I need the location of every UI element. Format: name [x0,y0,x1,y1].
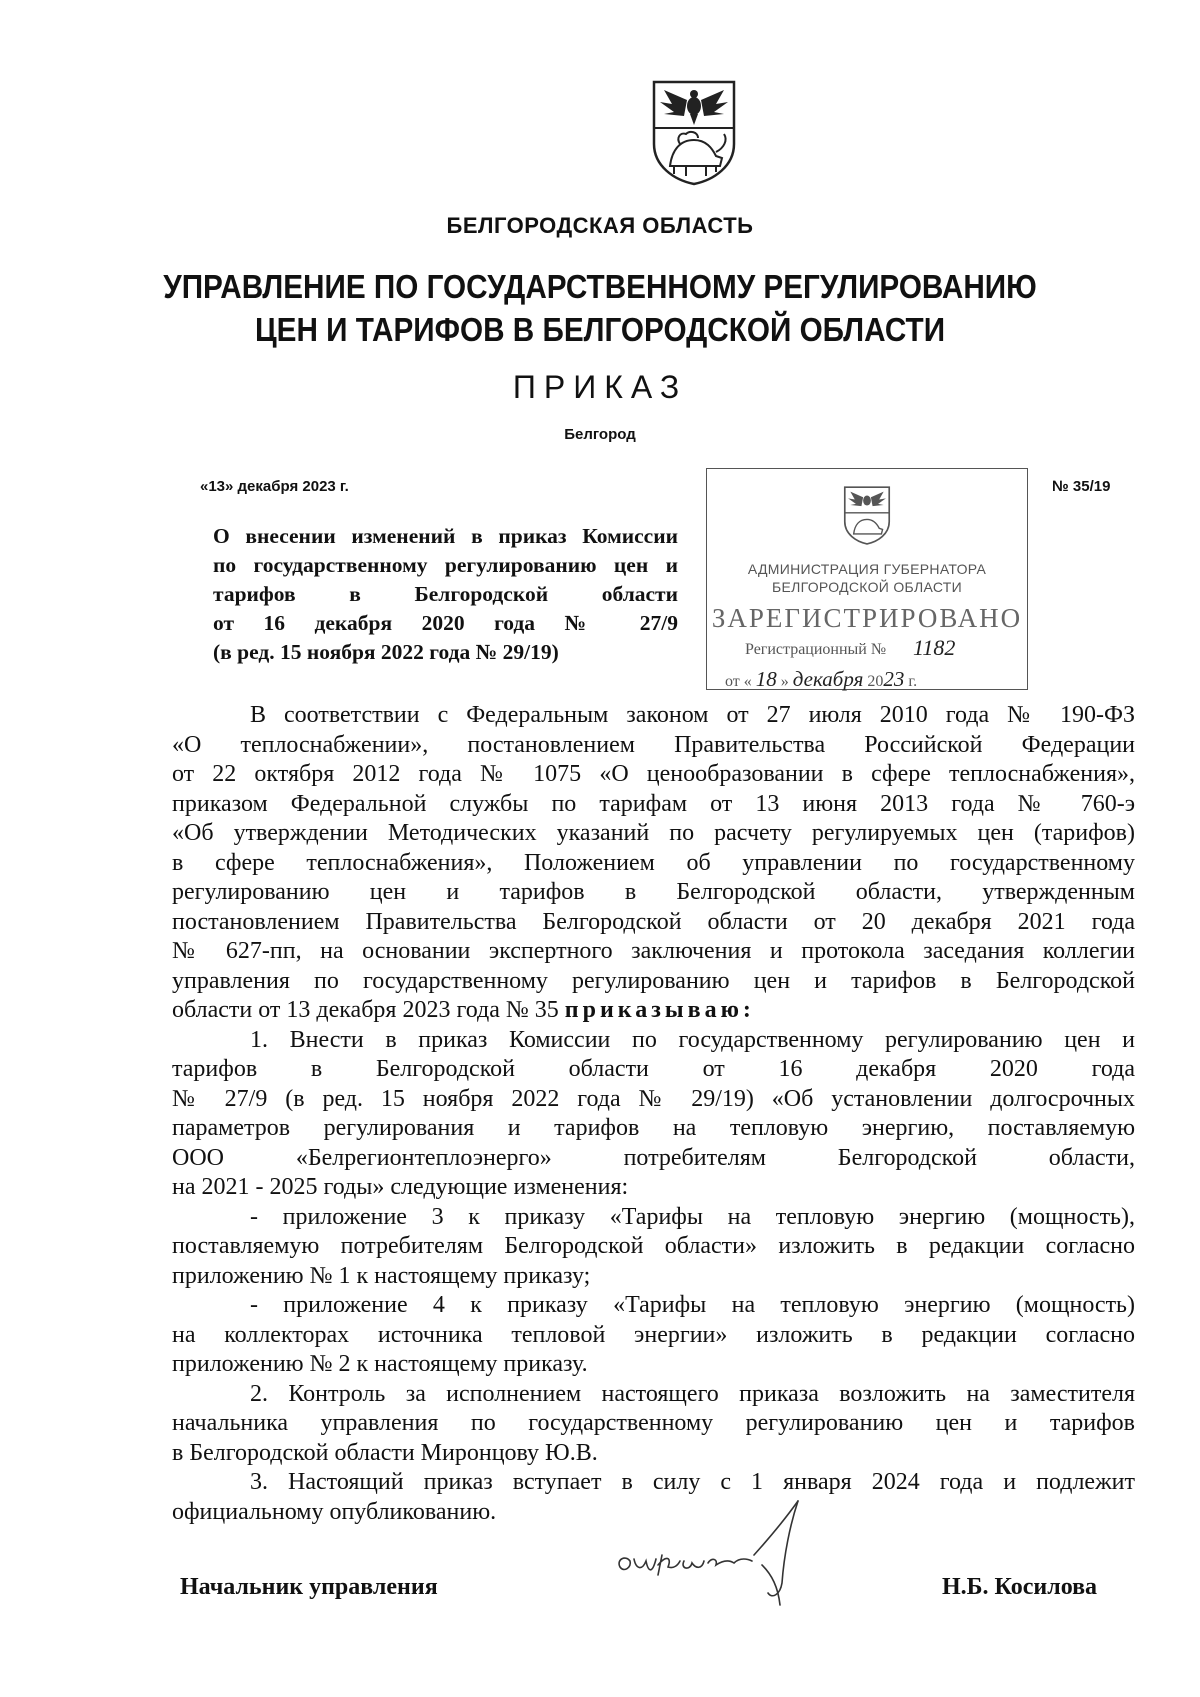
body-line: «Об утверждении Методических указаний по расчету регулируемых цен (тарифов) [172,820,1135,846]
body-line: постановлением Правительства Белгородской области от 20 декабря 2021 года [172,908,1135,935]
body-line: приложению № 1 к настоящему приказу; [172,1262,591,1289]
stamp-organization-line2: БЕЛГОРОДСКОЙ ОБЛАСТИ [772,579,962,595]
subject-line: по государственному регулированию цен и [213,553,678,577]
subject-line: от 16 декабря 2020 года № 27/9 [213,611,678,635]
body-line: № 627-пп, на основании экспертного заключения и протокола заседания коллегии [172,938,1135,964]
body-line: приказом Федеральной службы по тарифам от 13 июня 2013 года № 760-э [172,790,1135,817]
stamp-date-suffix: г. [908,673,918,690]
registration-stamp [706,468,1028,690]
stamp-status: ЗАРЕГИСТРИРОВАНО [711,603,1023,633]
body-line: от 22 октября 2012 года № 1075 «О ценообразовании в сфере теплоснабжения», [172,761,1135,787]
body-line: 1. Внести в приказ Комиссии по государственному регулированию цен и [250,1026,1135,1053]
subject-line: О внесении изменений в приказ Комиссии [213,524,678,548]
body-line [172,996,1135,1026]
subject-line: тарифов в Белгородской области [213,582,678,606]
city-name: Белгород [564,426,636,443]
stamp-reg-number-label: Регистрационный № [745,641,887,658]
body-line: управления по государственному регулированию цен и тарифов в Белгородской [172,967,1135,994]
body-line: тарифов в Белгородской области от 16 декабря 2020 года [172,1056,1135,1082]
body-line: официальному опубликованию. [172,1498,497,1525]
body-line: 2. Контроль за исполнением настоящего приказа возложить на заместителя [250,1380,1135,1407]
document-subject [213,522,678,667]
body-line: начальника управления по государственному регулированию цен и тарифов [172,1410,1135,1436]
stamp-date-month: декабря [792,667,864,691]
signatory-name: Н.Б. Косилова [942,1574,1098,1600]
body-line: В соответствии с Федеральным законом от 27 июля 2010 года № 190-ФЗ [250,702,1135,728]
order-word: приказываю: [564,997,755,1023]
body-line: 3. Настоящий приказ вступает в силу с 1 января 2024 года и подлежит [250,1469,1135,1495]
stamp-date [725,667,917,692]
body-line: № 27/9 (в ред. 15 ноября 2022 года № 29/19) «Об установлении долгосрочных [172,1085,1135,1112]
stamp-organization-line1: АДМИНИСТРАЦИЯ ГУБЕРНАТОРА [747,561,987,577]
body-line: в сфере теплоснабжения», Положением об управлении по государственному [172,849,1135,876]
body-line: «О теплоснабжении», постановлением Правительства Российской Федерации [172,731,1135,758]
body-line: поставляемую потребителям Белгородской области» изложить в редакции согласно [172,1233,1135,1259]
document-number: № 35/19 [1052,478,1111,495]
body-line-text: области от 13 декабря 2023 года № 35 [172,997,559,1023]
stamp-date-mid: » [780,673,789,690]
body-line: - приложение 3 к приказу «Тарифы на тепловую энергию (мощность), [250,1203,1135,1230]
body-line: параметров регулирования и тарифов на тепловую энергию, поставляемую [172,1115,1135,1141]
body-line: на коллекторах источника тепловой энергии» изложить в редакции согласно [172,1321,1135,1348]
stamp-date-prefix: от « [725,673,752,690]
signatory-title: Начальник управления [180,1574,438,1600]
subject-line: (в ред. 15 ноября 2022 года № 29/19) [213,640,559,664]
body-line: в Белгородской области Миронцову Ю.В. [172,1439,598,1466]
region-name: БЕЛГОРОДСКАЯ ОБЛАСТЬ [446,213,754,238]
body-line: на 2021 - 2025 годы» следующие изменения: [172,1174,629,1200]
document-type: ПРИКАЗ [512,369,688,405]
stamp-date-year: 23 [883,667,905,691]
document-date: «13» декабря 2023 г. [200,478,349,495]
body-line: приложению № 2 к настоящему приказу. [172,1351,588,1377]
organization-name-line1: УПРАВЛЕНИЕ ПО ГОСУДАРСТВЕННОМУ РЕГУЛИРОВАНИЮ [163,268,1037,305]
stamp-coat-of-arms-icon [842,485,892,545]
organization-name-line2: ЦЕН И ТАРИФОВ В БЕЛГОРОДСКОЙ ОБЛАСТИ [254,311,946,348]
stamp-date-day: 18 [755,667,777,691]
handwritten-signature-icon [612,1495,822,1610]
body-line: - приложение 4 к приказу «Тарифы на тепловую энергию (мощность) [250,1292,1135,1318]
coat-of-arms-icon [650,78,738,186]
body-line: ООО «Белрегионтеплоэнерго» потребителям Белгородской области, [172,1144,1135,1171]
stamp-reg-number: 1182 [913,635,956,660]
body-line: регулированию цен и тарифов в Белгородской области, утвержденным [172,879,1135,905]
stamp-date-year-prefix: 20 [867,673,884,690]
document-body [172,701,1135,1527]
